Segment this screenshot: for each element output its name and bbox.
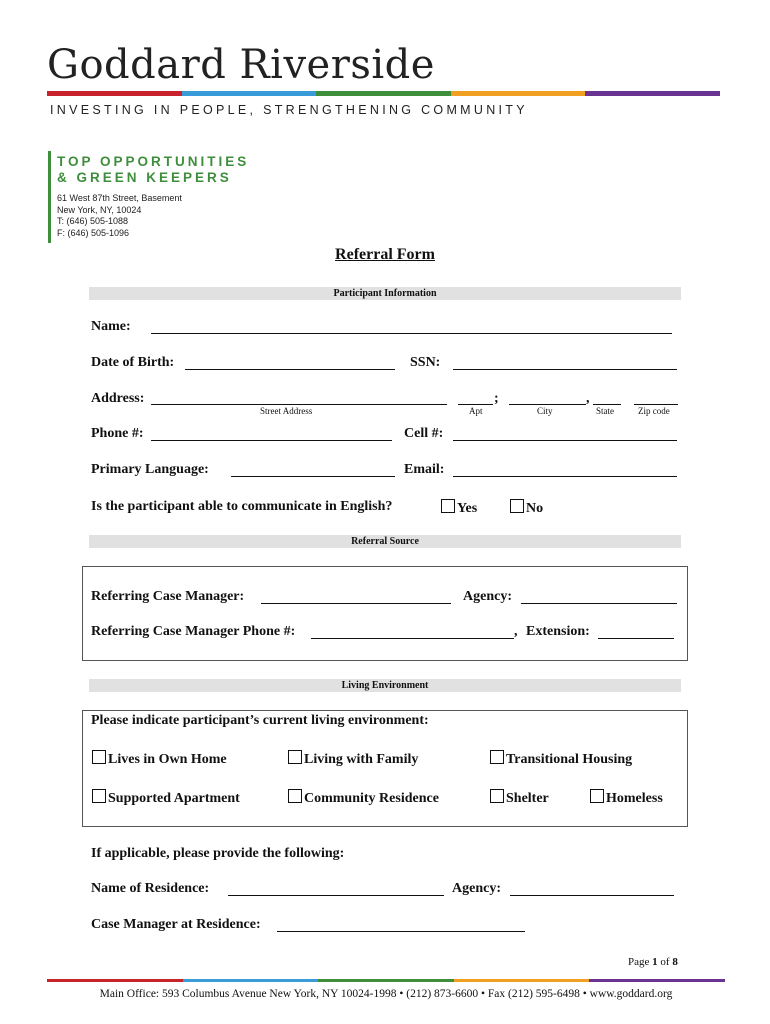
color-segment-purple: [589, 979, 725, 982]
dob-label: Date of Birth:: [91, 355, 175, 370]
cell-label: Cell #:: [404, 426, 444, 441]
phone-comma: ,: [514, 624, 518, 639]
residence-agency-label: Agency:: [452, 881, 501, 896]
ssn-label: SSN:: [410, 355, 441, 370]
org-tagline: INVESTING IN PEOPLE, STRENGTHENING COMMUNITY: [50, 103, 528, 117]
no-label: No: [526, 501, 544, 516]
residence-manager-label: Case Manager at Residence:: [91, 917, 261, 932]
residence-name-field[interactable]: [228, 895, 444, 896]
street-address-hint: Street Address: [260, 406, 313, 416]
email-label: Email:: [404, 462, 445, 477]
english-no-option[interactable]: [510, 499, 543, 517]
transitional-housing-checkbox[interactable]: [490, 750, 504, 764]
state-hint: State: [596, 406, 614, 416]
option-homeless[interactable]: [590, 789, 663, 807]
english-yes-option[interactable]: [441, 499, 477, 517]
option-shelter[interactable]: [490, 789, 549, 807]
city-field[interactable]: [509, 404, 586, 405]
page-prefix: Page: [628, 956, 653, 968]
residence-agency-field[interactable]: [510, 895, 674, 896]
residence-intro: If applicable, please provide the following:: [91, 846, 345, 861]
phone-label: Phone #:: [91, 426, 144, 441]
footer-contact: Main Office: 593 Columbus Avenue New York, NY 10024-1998 • (212) 873-6600 • Fax (212) 595-6498 • www.goddard.org: [99, 988, 673, 1000]
color-segment-red: [47, 979, 183, 982]
address-label: Address:: [91, 391, 145, 406]
name-field[interactable]: [151, 333, 672, 334]
no-checkbox[interactable]: [510, 499, 524, 513]
section-header-living: Living Environment: [89, 679, 681, 692]
page-of: of: [657, 956, 673, 968]
english-question: Is the participant able to communicate in English?: [91, 499, 393, 514]
name-label: Name:: [91, 319, 131, 334]
program-name: [57, 154, 249, 186]
section-header-referral: Referral Source: [89, 535, 681, 548]
case-manager-phone-field[interactable]: [311, 638, 514, 639]
color-segment-orange: [454, 979, 590, 982]
street-address-field[interactable]: [151, 404, 447, 405]
shelter-checkbox[interactable]: [490, 789, 504, 803]
address-line: 61 West 87th Street, Basement: [57, 193, 182, 203]
with-family-checkbox[interactable]: [288, 750, 302, 764]
dob-field[interactable]: [185, 369, 395, 370]
apt-field[interactable]: [458, 404, 493, 405]
color-segment-blue: [183, 979, 319, 982]
zip-field[interactable]: [634, 404, 678, 405]
case-manager-label: Referring Case Manager:: [91, 589, 245, 604]
option-label: Community Residence: [304, 791, 439, 806]
state-field[interactable]: [593, 404, 621, 405]
residence-name-label: Name of Residence:: [91, 881, 210, 896]
language-label: Primary Language:: [91, 462, 209, 477]
supported-apartment-checkbox[interactable]: [92, 789, 106, 803]
address-line: F: (646) 505-1096: [57, 227, 130, 238]
option-with-family[interactable]: [288, 750, 418, 768]
referral-agency-field[interactable]: [521, 603, 677, 604]
option-label: Homeless: [606, 791, 663, 806]
program-address: [57, 193, 182, 239]
address-line: New York, NY, 10024: [57, 204, 142, 215]
own-home-checkbox[interactable]: [92, 750, 106, 764]
color-segment-green: [318, 979, 454, 982]
page-number: [628, 956, 678, 968]
city-hint: City: [537, 406, 553, 416]
color-segment-red: [47, 91, 182, 96]
ssn-field[interactable]: [453, 369, 677, 370]
section-header-participant: Participant Information: [89, 287, 681, 300]
extension-field[interactable]: [598, 638, 674, 639]
color-segment-green: [316, 91, 451, 96]
cell-field[interactable]: [453, 440, 677, 441]
option-label: Shelter: [506, 791, 549, 806]
program-name-line2: & GREEN KEEPERS: [57, 170, 232, 185]
community-residence-checkbox[interactable]: [288, 789, 302, 803]
apt-hint: Apt: [469, 406, 483, 416]
language-field[interactable]: [231, 476, 395, 477]
page-total: 8: [672, 956, 678, 968]
referral-box: [82, 566, 688, 661]
option-community-residence[interactable]: [288, 789, 439, 807]
case-manager-field[interactable]: [261, 603, 451, 604]
case-manager-phone-label: Referring Case Manager Phone #:: [91, 624, 296, 639]
address-comma: ,: [586, 391, 590, 406]
living-prompt: Please indicate participant’s current living environment:: [91, 713, 429, 728]
form-title: Referral Form: [335, 246, 435, 263]
color-segment-blue: [182, 91, 317, 96]
extension-label: Extension:: [526, 624, 590, 639]
option-label: Transitional Housing: [506, 752, 633, 767]
footer-color-bar: [47, 979, 725, 982]
homeless-checkbox[interactable]: [590, 789, 604, 803]
referral-agency-label: Agency:: [463, 589, 512, 604]
color-segment-orange: [451, 91, 586, 96]
address-line: T: (646) 505-1088: [57, 216, 129, 226]
zip-hint: Zip code: [638, 406, 670, 416]
option-label: Supported Apartment: [108, 791, 240, 806]
program-name-line1: TOP OPPORTUNITIES: [57, 154, 250, 169]
address-semicolon: ;: [494, 391, 499, 406]
yes-checkbox[interactable]: [441, 499, 455, 513]
color-segment-purple: [585, 91, 720, 96]
page-current: 1: [652, 956, 658, 968]
yes-label: Yes: [457, 501, 478, 516]
email-field[interactable]: [453, 476, 677, 477]
org-logo-wordmark: Goddard Riverside: [47, 42, 435, 88]
header-color-bar: [47, 91, 720, 96]
option-transitional-housing[interactable]: [490, 750, 632, 768]
option-label: Living with Family: [304, 752, 419, 767]
residence-manager-field[interactable]: [277, 931, 525, 932]
phone-field[interactable]: [151, 440, 392, 441]
option-label: Lives in Own Home: [108, 752, 227, 767]
program-accent-bar: [48, 151, 51, 243]
option-supported-apartment[interactable]: [92, 789, 240, 807]
option-own-home[interactable]: [92, 750, 227, 768]
